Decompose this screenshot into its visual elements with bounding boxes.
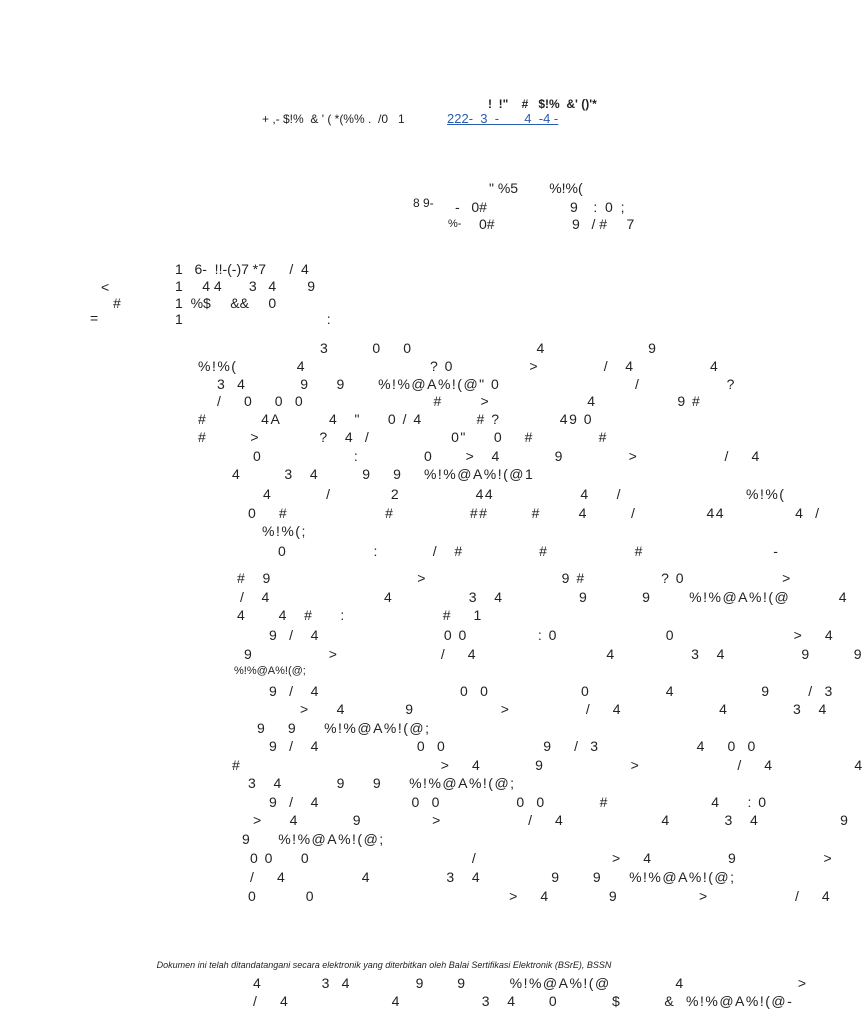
address-row-2-right: 9 : 0 ; (570, 199, 625, 215)
footer-line-2: / 4 4 3 4 0 $ & %!%@A%!(@- (253, 993, 794, 1009)
para1-line: 3 4 9 9 %!%@A%!(@" 0 / ? (217, 376, 736, 392)
para1-line: 0 : / # # # - (278, 543, 780, 559)
meta-row-3-mark: # (113, 295, 121, 311)
meta-row-4-mark: = (90, 310, 99, 326)
header-link[interactable]: 222- 3 - 4 -4 - (447, 111, 559, 126)
para2-line: %!%@A%!(@; (234, 665, 306, 677)
para2-line: > 4 9 > / 4 4 3 4 9 (253, 812, 850, 828)
address-row-3-right: 9 / # 7 (572, 216, 635, 232)
para2-line: / 4 4 3 4 9 9 %!%@A%!(@; (250, 869, 736, 885)
para1-line: 3 0 0 4 9 (320, 340, 658, 356)
para2-line: 0 0 0 / > 4 9 > (250, 850, 834, 866)
para1-line: %!%( 4 ? 0 > / 4 4 (198, 358, 720, 374)
meta-row-1: 1 6- !!-(-)7 *7 / 4 (175, 261, 309, 277)
signature-notice: Dokumen ini telah ditandatangani secara elektronik yang diterbitkan oleh Balai Sertifikasi Elektronik (BSrE), BSSN (156, 960, 612, 970)
footer-line-1: 4 3 4 9 9 %!%@A%!(@ 4 > (253, 975, 808, 991)
para2-line: 0 0 > 4 9 > / 4 (248, 888, 832, 904)
para2-line: 9 9 %!%@A%!(@; (257, 720, 431, 736)
meta-row-3: 1 %$ && 0 (175, 295, 277, 311)
meta-row-2: 1 4 4 3 4 9 (175, 278, 316, 294)
para1-line: # 4A 4 " 0 / 4 # ? 49 0 (198, 411, 594, 427)
para1-line: 0 : 0 > 4 9 > / 4 (253, 448, 761, 464)
para2-line: 9 / 4 0 0 0 4 9 / 3 (269, 683, 834, 699)
para2-line: / 4 4 3 4 9 9 %!%@A%!(@ 4 (240, 589, 849, 605)
address-row-1: " %5 %!%( (489, 180, 583, 196)
para2-line: 9 %!%@A%!(@; (242, 831, 385, 847)
meta-row-2-mark: < (101, 279, 110, 295)
para1-line: 0 # # ## # 4 / 44 4 / (248, 505, 821, 521)
para2-line: 9 / 4 0 0 9 / 3 4 0 0 (269, 738, 757, 754)
para2-line: 3 4 9 9 %!%@A%!(@; (248, 775, 516, 791)
para2-line: # 9 > 9 # ? 0 > (237, 570, 792, 586)
para1-line: 4 3 4 9 9 %!%@A%!(@1 (232, 466, 535, 482)
para2-line: 4 4 # : # 1 (237, 607, 483, 623)
para1-line: / 0 0 0 # > 4 9 # (217, 393, 702, 409)
para2-line: # > 4 9 > / 4 4 (232, 757, 864, 773)
para1-line: 4 / 2 44 4 / %!%( (263, 486, 786, 502)
para1-line: # > ? 4 / 0" 0 # # (198, 429, 608, 445)
address-row-3-mid: 0# (479, 216, 495, 232)
address-row-2-label: 8 9- (413, 196, 434, 210)
header-line-2: + ,- $!% & ' ( *(%% . /0 1 (262, 112, 405, 126)
address-row-3-label: %- (448, 218, 462, 230)
para2-line: 9 / 4 0 0 0 0 # 4 : 0 (269, 794, 768, 810)
header-line-1: ! !" # $!% &' ()'* (488, 97, 597, 111)
para2-line: > 4 9 > / 4 4 3 4 (300, 701, 828, 717)
para1-line: %!%(; (262, 523, 307, 539)
para2-line: 9 / 4 0 0 : 0 0 > 4 (269, 627, 835, 643)
para2-line: 9 > / 4 4 3 4 9 9 (244, 646, 864, 662)
meta-row-4: 1 : (175, 311, 331, 327)
address-row-2-mid: - 0# (455, 199, 487, 215)
